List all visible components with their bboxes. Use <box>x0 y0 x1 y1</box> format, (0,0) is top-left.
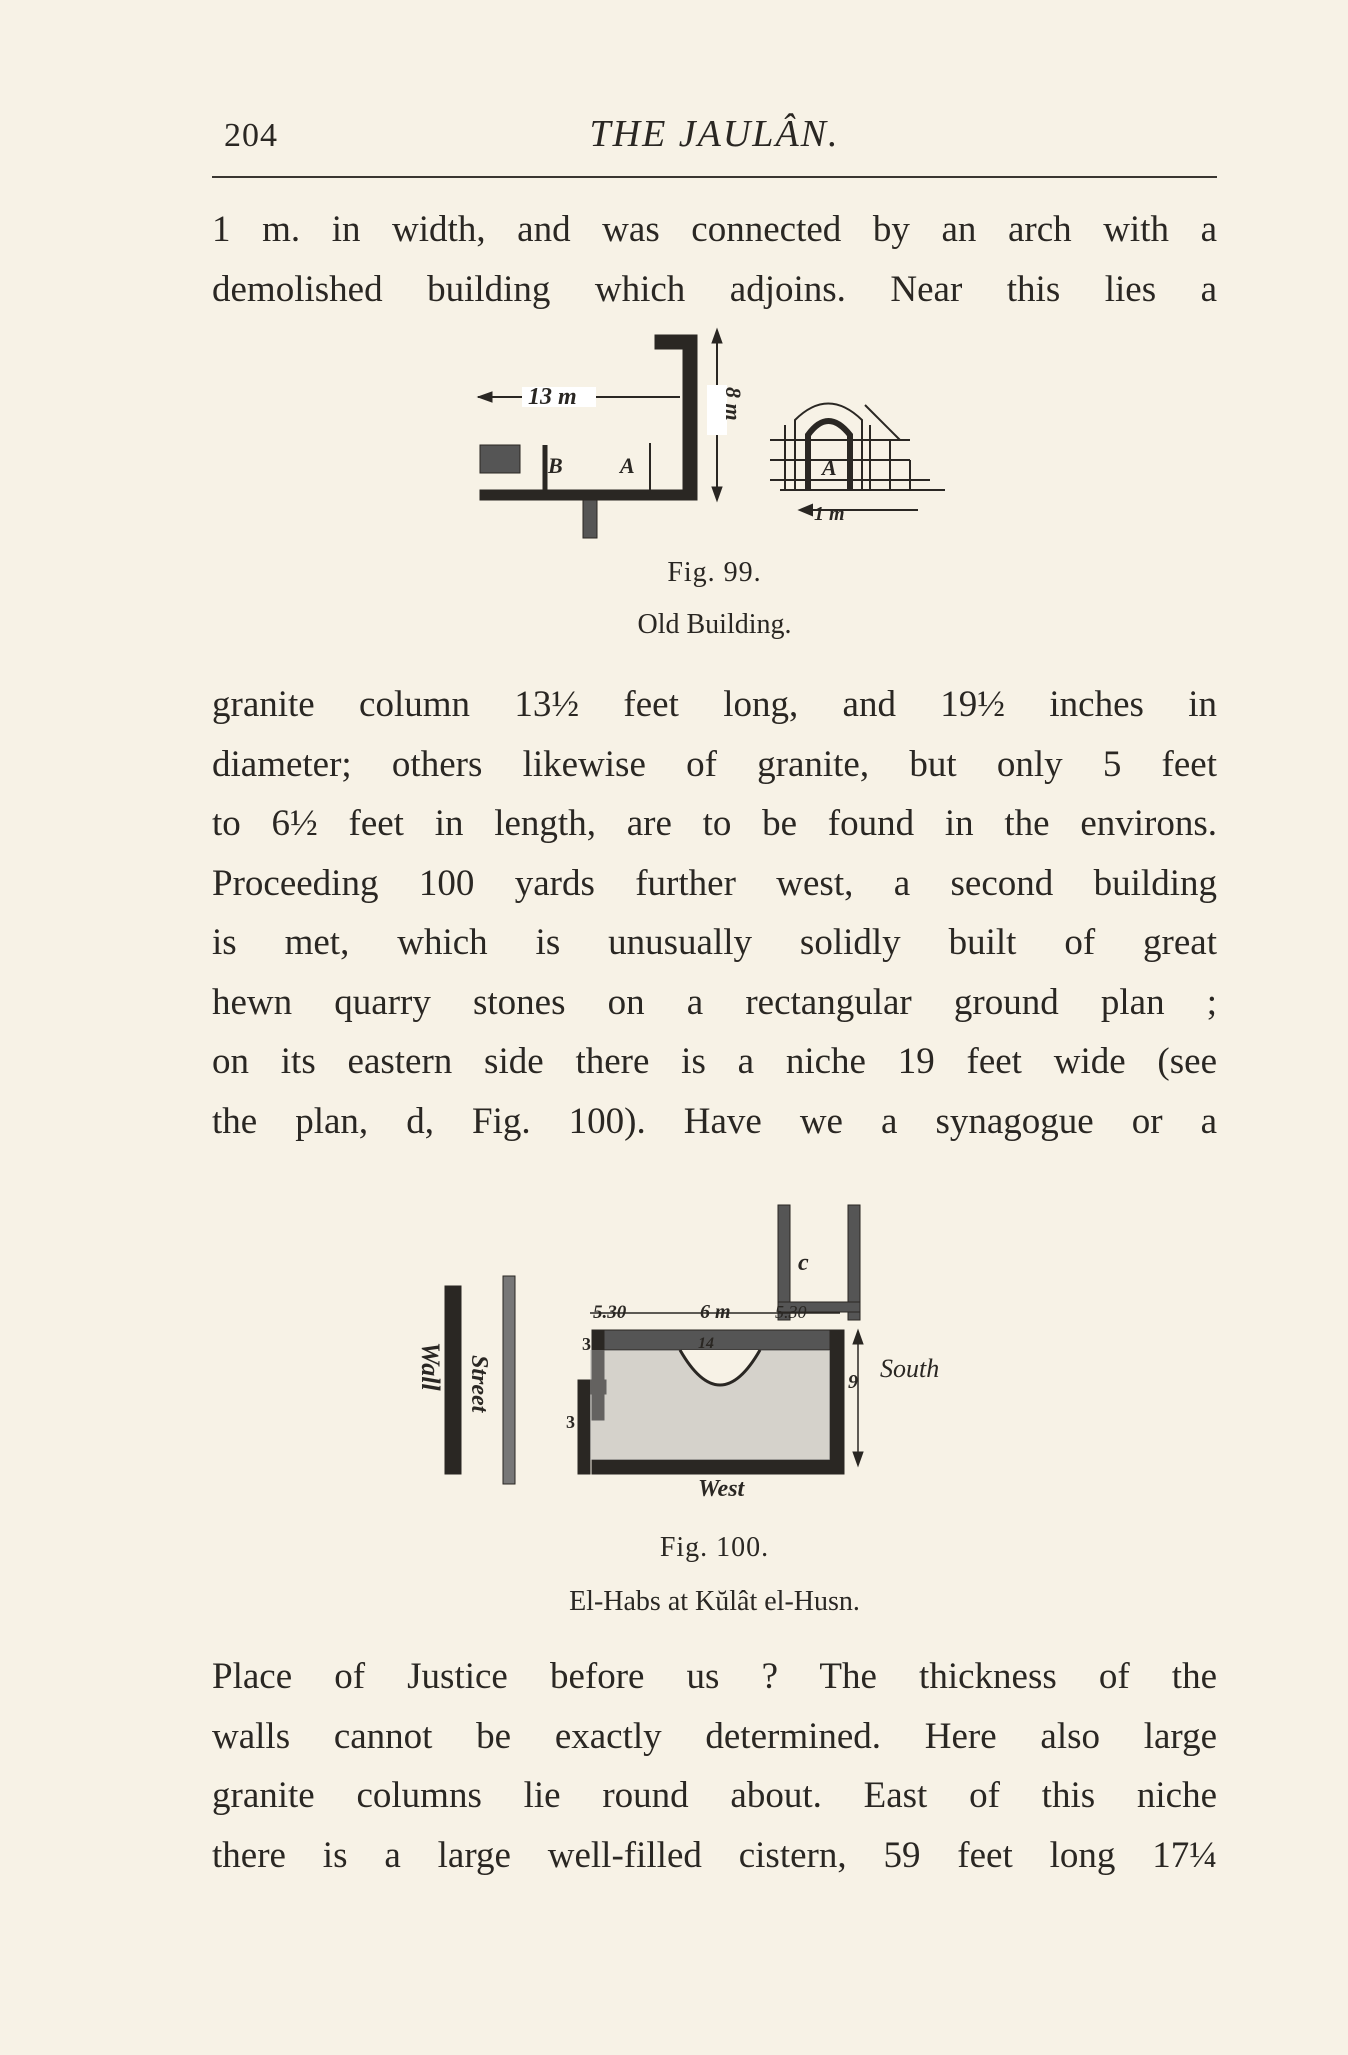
label-west: West <box>698 1476 745 1502</box>
page-number: 204 <box>224 117 278 154</box>
figure-100-diagram <box>400 1190 990 1520</box>
figure-99-title: Old Building. <box>637 609 792 640</box>
paragraph-2 <box>212 675 1217 1151</box>
el-habs-plan <box>445 1205 863 1484</box>
text-line: there is a large well-filled cistern, 59 feet long 17¼ <box>212 1834 1217 1876</box>
arch-elevation <box>770 404 945 516</box>
old-building-plan <box>478 329 722 538</box>
dimension-8m: 8 m <box>721 387 746 421</box>
figure-100-number: Fig. 100. <box>659 1532 770 1563</box>
text-line: Proceeding 100 yards further west, a second building <box>212 862 1217 904</box>
text-line: diameter; others likewise of granite, but only 5 feet <box>212 743 1217 785</box>
dimension-13m: 13 m <box>528 384 577 410</box>
label-a-2: A <box>822 455 837 480</box>
text-line: is met, which is unusually solidly built of great <box>212 922 1217 963</box>
text-line: on its eastern side there is a niche 19 feet wide (see <box>212 1041 1217 1082</box>
running-title: THE JAULÂN. <box>589 113 840 155</box>
paragraph-3 <box>212 1647 1217 1885</box>
dimension-middle: 6 m <box>700 1301 731 1323</box>
label-wall: Wall <box>416 1342 445 1391</box>
label-small-3b: 3 <box>566 1412 575 1432</box>
text-line: the plan, d, Fig. 100). Have we a synagogue or a <box>212 1100 1217 1142</box>
figure-100-title: El-Habs at Kŭlât el-Husn. <box>569 1586 860 1617</box>
figure-99-diagram <box>470 325 950 545</box>
dimension-right: 5.30 <box>775 1302 807 1322</box>
dimension-south: 9 <box>848 1371 858 1393</box>
dimension-left: 5.30 <box>593 1302 627 1323</box>
text-line: demolished building which adjoins. Near this lies a <box>212 268 1217 310</box>
label-south: South <box>880 1354 940 1383</box>
text-line: Place of Justice before us ? The thickness of the <box>212 1656 1217 1697</box>
text-line: granite columns lie round about. East of this niche <box>212 1775 1217 1816</box>
label-a: A <box>620 453 635 478</box>
text-line: walls cannot be exactly determined. Here also large <box>212 1715 1217 1757</box>
page-header <box>212 112 1217 162</box>
label-b: B <box>548 453 563 478</box>
text-line: hewn quarry stones on a rectangular ground plan ; <box>212 981 1217 1023</box>
text-line: granite column 13½ feet long, and 19½ inches in <box>212 684 1217 725</box>
paragraph-1 <box>212 200 1217 319</box>
label-c: c <box>798 1250 809 1276</box>
label-small-3a: 3 <box>582 1334 591 1354</box>
label-street: Street <box>466 1355 492 1413</box>
header-rule <box>212 176 1217 178</box>
label-small-14: 14 <box>698 1335 714 1352</box>
figure-99-number: Fig. 99. <box>667 557 762 588</box>
text-line: 1 m. in width, and was connected by an arch with a <box>212 209 1217 250</box>
text-line: to 6½ feet in length, are to be found in the environs. <box>212 803 1217 844</box>
dimension-1m: 1 m <box>814 503 845 525</box>
